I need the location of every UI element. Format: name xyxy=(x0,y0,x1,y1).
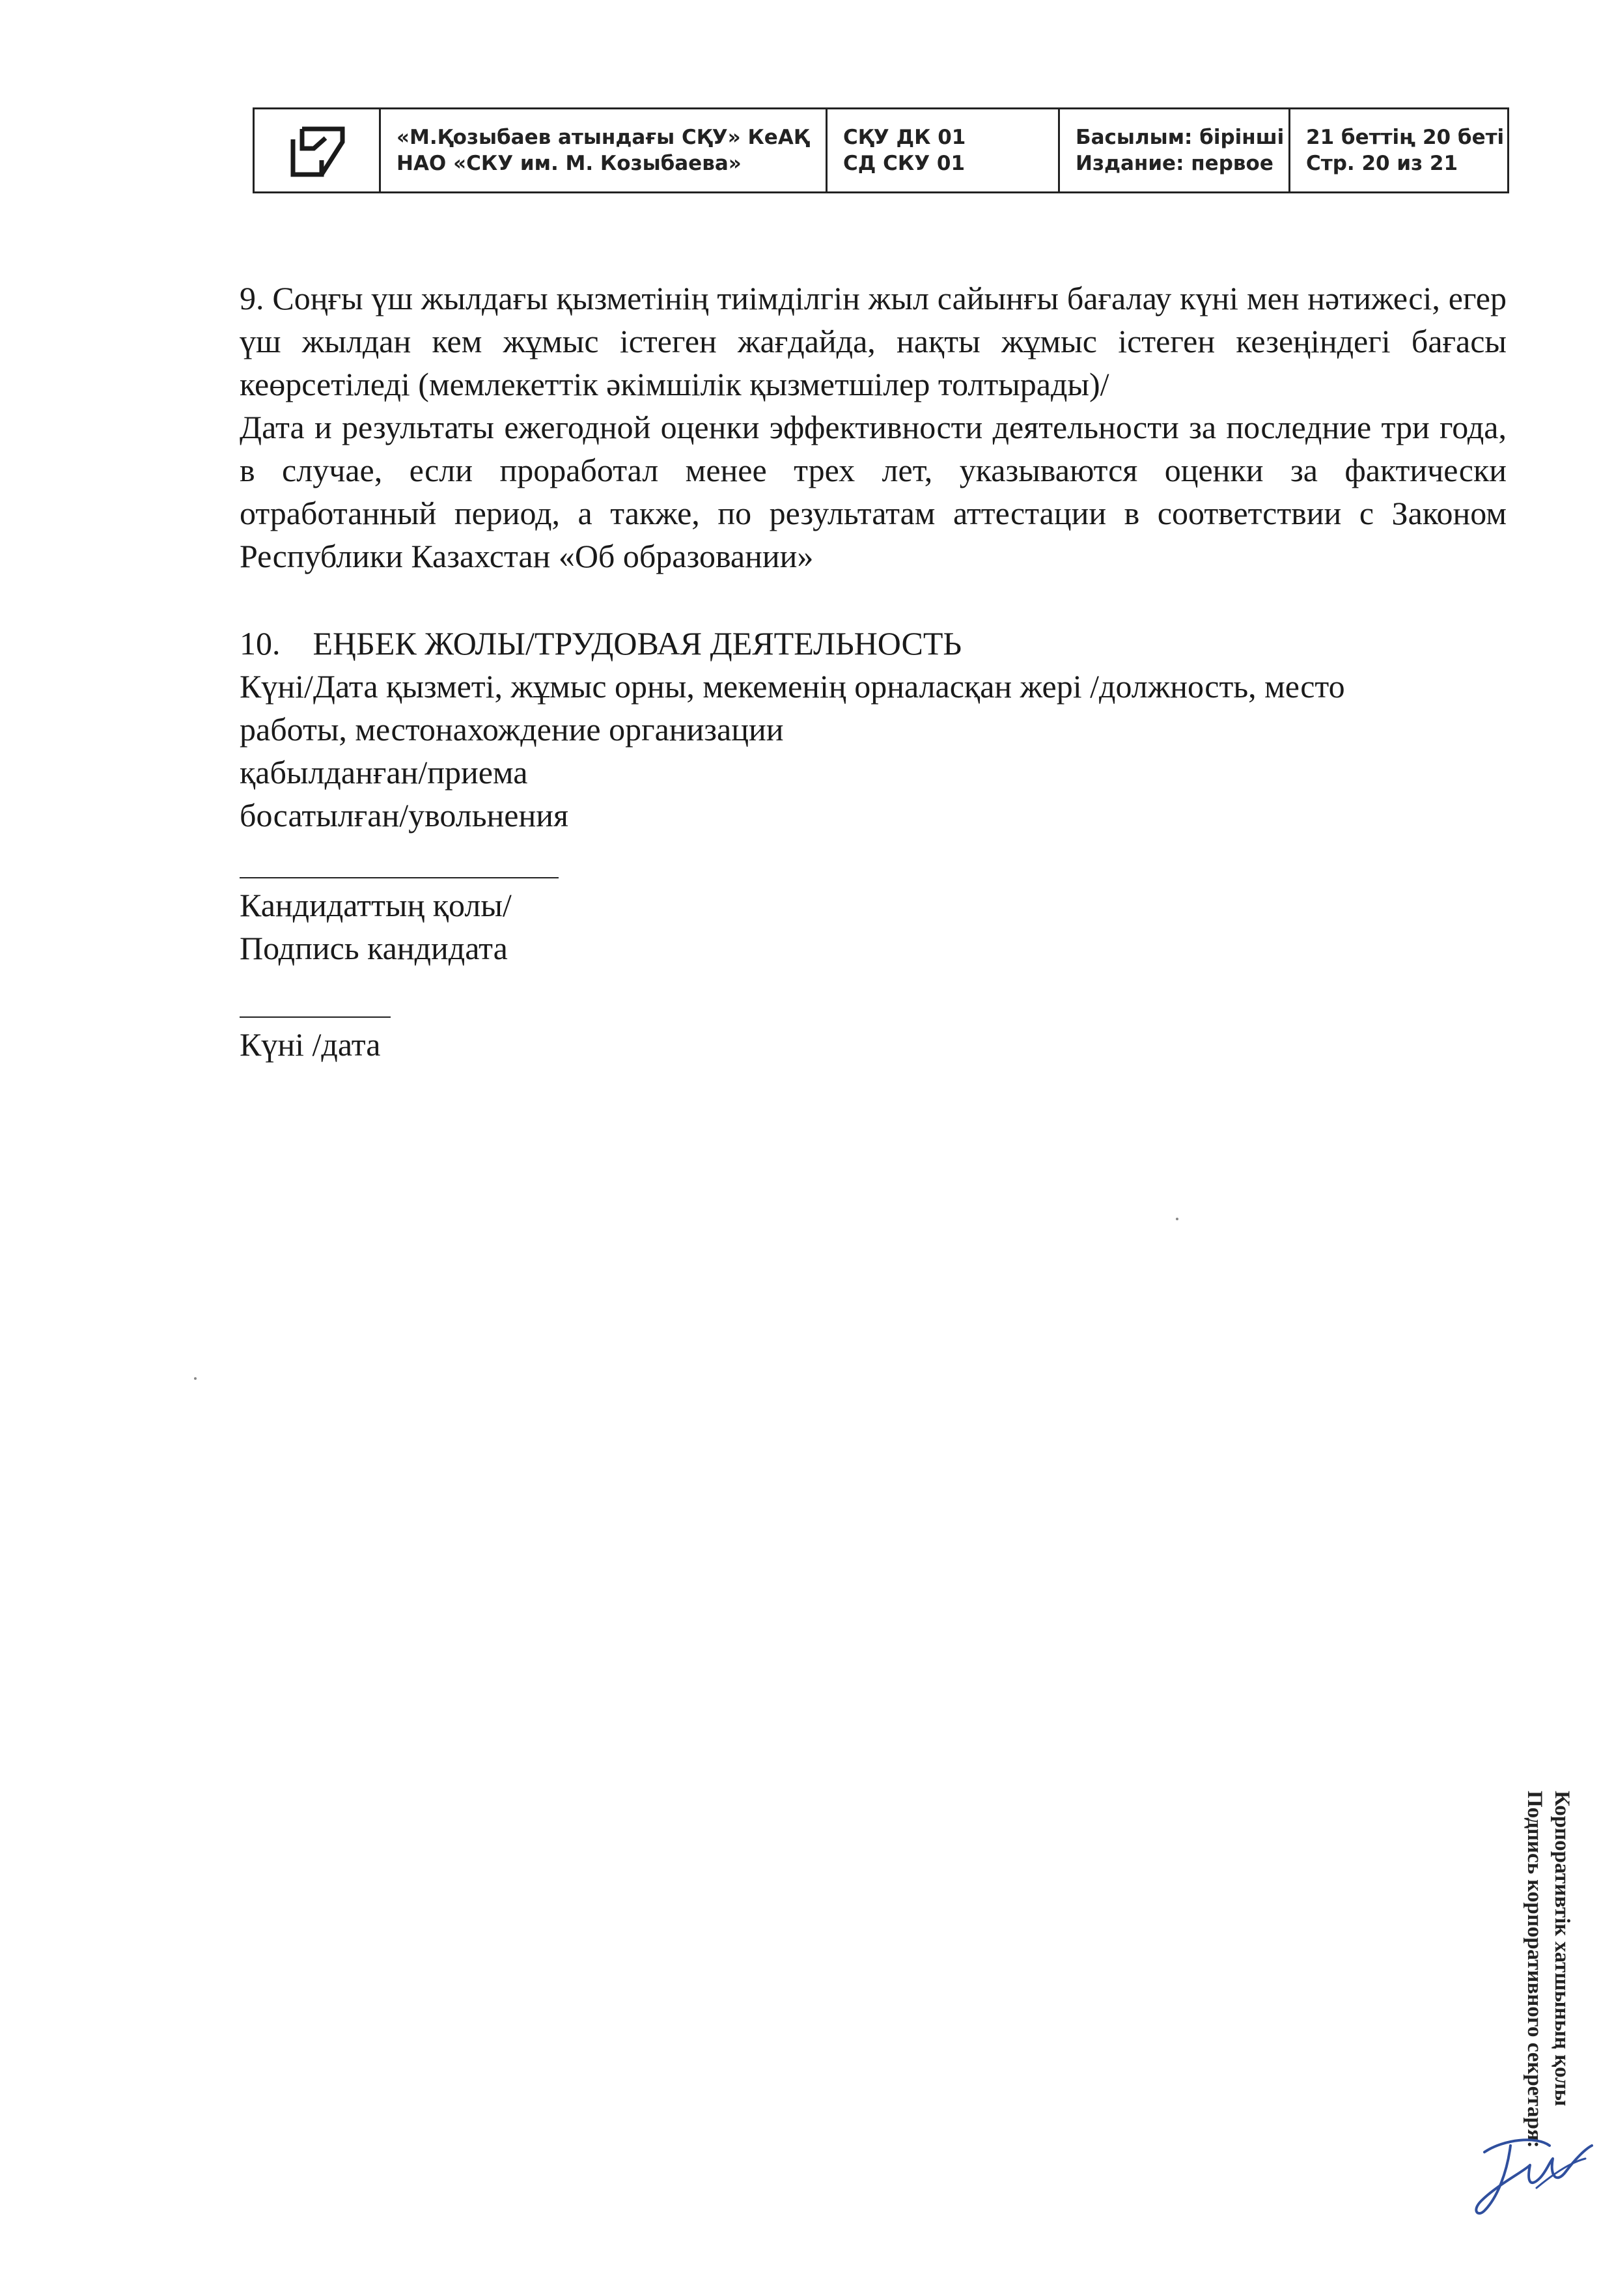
section-9-text-kk: 9. Соңғы үш жылдағы қызметінің тиімділгін жыл сайынғы бағалау күні мен нәтижесі, егер үш жылдан кем жұмыс істеген жағдайда, нақты жұмыс істеген кезеңіндегі бағасы кеөрсетіледі (мемлекеттік әкімшілік қызметшілер толтырады)/ xyxy=(240,280,1507,402)
organization-name-kk: «М.Қозыбаев атындағы СҚУ» КеАҚ xyxy=(397,126,809,149)
document-code-kk: СҚУ ДК 01 xyxy=(843,126,966,149)
date-label: Күні /дата xyxy=(240,1026,381,1063)
page-number-kk: 21 беттің 20 беті xyxy=(1306,126,1505,149)
scan-speck xyxy=(1176,1218,1178,1220)
header-document-code-cell xyxy=(828,109,1060,191)
organization-name-ru: НАО «СКУ им. М. Козыбаева» xyxy=(397,152,742,175)
section-9-text-ru: Дата и результаты ежегодной оценки эффективности деятельности за последние три года, в случае, если проработал менее трех лет, указываются оценки за фактически отработанный период, а также, по результатам аттестации в соответствии с Законом Республики Казахстан «Об образовании» xyxy=(240,409,1507,574)
page-number-ru: Стр. 20 из 21 xyxy=(1306,152,1458,175)
handwritten-signature-icon xyxy=(1458,2126,1595,2224)
candidate-signature-label-kk: Кандидаттың қолы/ xyxy=(240,887,512,923)
section-10-line-workplace: работы, местонахождение организации xyxy=(240,711,784,748)
header-page-number-cell xyxy=(1290,109,1507,191)
section-10-line-position: Күні/Дата қызметі, жұмыс орны, мекеменің орналасқан жері /должность, место xyxy=(240,668,1345,705)
header-organization-cell xyxy=(381,109,828,191)
university-logo-icon xyxy=(288,122,346,178)
document-code-ru: СД СКУ 01 xyxy=(843,152,966,175)
edition-kk: Басылым: бірінші xyxy=(1076,126,1285,149)
header-logo-cell xyxy=(255,109,381,191)
candidate-signature-label-ru: Подпись кандидата xyxy=(240,930,508,966)
scan-speck xyxy=(194,1377,197,1380)
section-10-line-dismissed: босатылған/увольнения xyxy=(240,797,568,833)
header-edition-cell xyxy=(1060,109,1290,191)
candidate-signature-line xyxy=(240,877,559,878)
document-header-table xyxy=(253,107,1509,193)
date-line xyxy=(240,1016,391,1018)
margin-note-kk: Корпоративтік хатшының қолы xyxy=(1550,1791,1574,2107)
margin-note-ru: Подпись корпоративного секретаря: xyxy=(1523,1791,1546,2148)
document-body xyxy=(240,277,1507,1066)
edition-ru: Издание: первое xyxy=(1076,152,1273,175)
section-10-title: 10. ЕҢБЕК ЖОЛЫ/ТРУДОВАЯ ДЕЯТЕЛЬНОСТЬ xyxy=(240,625,962,662)
section-10-line-hired: қабылданған/приема xyxy=(240,754,528,791)
